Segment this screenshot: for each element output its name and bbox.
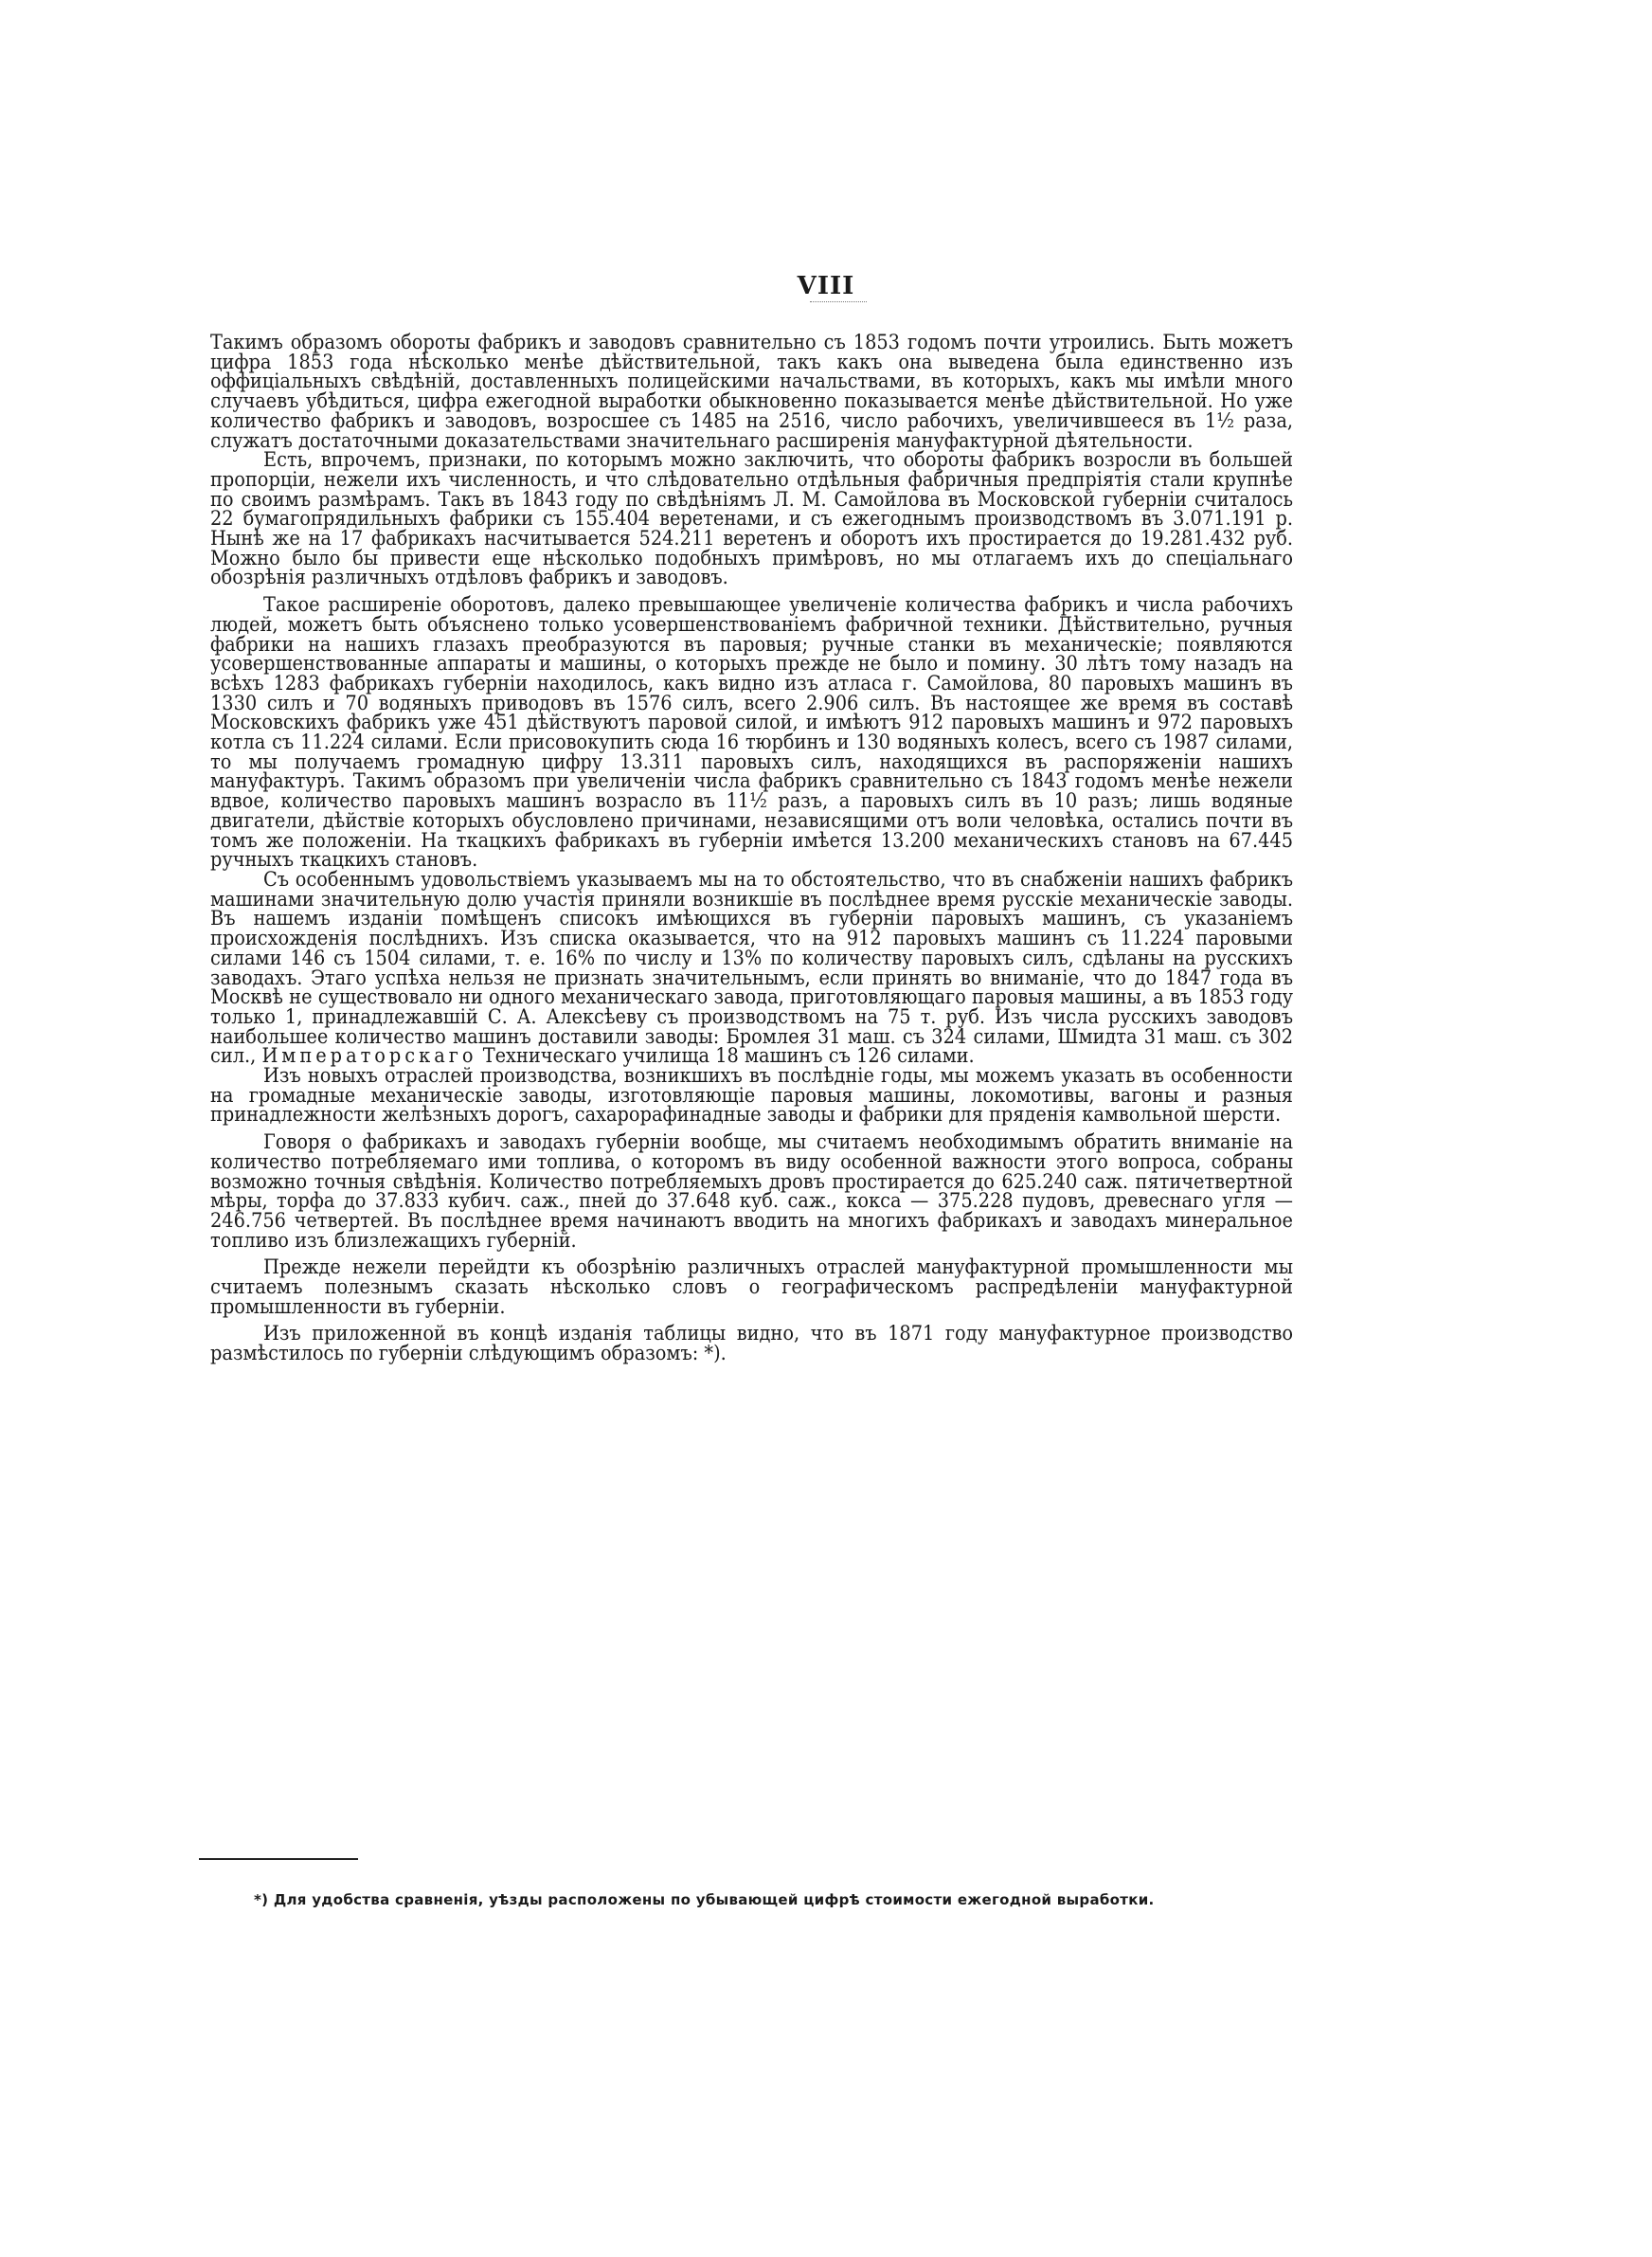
paragraph-8: Изъ приложенной въ концѣ изданія таблицы видно, что въ 1871 году мануфактурное производство размѣстилось по губерніи слѣдующимъ образомъ: *). <box>210 1322 1293 1366</box>
paragraph-4 <box>210 867 1293 1069</box>
paragraph-5: Изъ новыхъ отраслей производства, возникшихъ въ послѣдніе годы, мы можемъ указать въ особенности на громадные механическіе заводы, изготовляющіе паровыя машины, локомотивы, вагоны и разныя принадлежности желѣзныхъ дорогъ, сахарорафинадные заводы и фабрики для пряденія камвольной шерсти. <box>210 1064 1293 1128</box>
paragraph-4-tail: Техническаго училища 18 машинъ съ 126 силами. <box>476 1044 975 1069</box>
footnote-divider <box>199 1858 358 1860</box>
body-text <box>210 331 1293 1366</box>
paragraph-2: Есть, впрочемъ, признаки, по которымъ можно заключить, что обороты фабрикъ возросли въ большей пропорціи, нежели ихъ численность, и что слѣдовательно отдѣльныя фабричныя предпріятія стали крупнѣе по своимъ размѣрамъ. Такъ въ 1843 году по свѣдѣніямъ Л. М. Самойлова въ Московской губерніи считалось 22 бумагопрядильныхъ фабрики съ 155.404 веретенами, и съ ежегоднымъ производствомъ въ 3.071.191 р. Нынѣ же на 17 фабрикахъ насчитывается 524.211 веретенъ и оборотъ ихъ простирается до 19.281.432 руб. Можно было бы привести еще нѣсколько подобныхъ примѣровъ, но мы отлагаемъ ихъ до спеціальнаго обозрѣнія различныхъ отдѣловъ фабрикъ и заводовъ. <box>210 448 1293 590</box>
page-number-underline <box>810 301 867 302</box>
paragraph-1: Такимъ образомъ обороты фабрикъ и заводовъ сравнительно съ 1853 годомъ почти утроились. Быть можетъ цифра 1853 года нѣсколько менѣе дѣйствительной, такъ какъ она выведена была единственно изъ оффиціальныхъ свѣдѣній, доставленныхъ полицейскими начальствами, въ которыхъ, какъ мы имѣли много случаевъ убѣдиться, цифра ежегодной выработки обыкновенно показывается менѣе дѣйствительной. Но уже количество фабрикъ и заводовъ, возросшее съ 1485 на 2516, число рабочихъ, увеличившееся въ 1½ раза, служатъ достаточными доказательствами значительнаго расширенія мануфактурной дѣятельности. <box>210 331 1293 453</box>
page-number: VIII <box>797 272 855 300</box>
paragraph-4-spaced-word: Императорскаго <box>261 1044 477 1069</box>
footnote: *) Для удобства сравненія, уѣзды расположены по убывающей цифрѣ стоимости ежегодной выработки. <box>254 1891 1155 1908</box>
paragraph-7: Прежде нежели перейдти къ обозрѣнію различныхъ отраслей мануфактурной промышленности мы считаемъ полезнымъ сказать нѣсколько словъ о географическомъ распредѣленіи мануфактурной промышленности въ губерніи. <box>210 1255 1293 1319</box>
paragraph-4-main: Съ особеннымъ удовольствіемъ указываемъ мы на то обстоятельство, что въ снабженіи нашихъ фабрикъ машинами значительную долю участія приняли возникшіе въ послѣднее время русскіе механическіе заводы. Въ нашемъ изданіи помѣщенъ списокъ имѣющихся въ губерніи паровыхъ машинъ, съ указаніемъ происхожденія послѣднихъ. Изъ списка оказывается, что на 912 паровыхъ машинъ съ 11.224 паровыми силами 146 съ 1504 силами, т. е. 16% по числу и 13% по количеству паровыхъ силъ, сдѣланы на русскихъ заводахъ. Этаго успѣха нельзя не признать значительнымъ, если принять во вниманіе, что до 1847 года въ Москвѣ не существовало ни одного механическаго завода, приготовляющаго паровыя машины, а въ 1853 году только 1, принадлежавшій С. А. Алексѣеву съ производствомъ на 75 т. руб. Изъ числа русскихъ заводовъ наибольшее количество машинъ доставили заводы: Бромлея 31 маш. съ 324 силами, Шмидта 31 маш. съ 302 сил., <box>210 867 1293 1069</box>
paragraph-6: Говоря о фабрикахъ и заводахъ губерніи вообще, мы считаемъ необходимымъ обратить вниманіе на количество потребляемаго ими топлива, о которомъ въ виду особенной важности этого вопроса, собраны возможно точныя свѣдѣнія. Количество потребляемыхъ дровъ простирается до 625.240 саж. пятичетвертной мѣры, торфа до 37.833 кубич. саж., пней до 37.648 куб. саж., кокса — 375.228 пудовъ, древеснаго угля — 246.756 четвертей. Въ послѣднее время начинаютъ вводить на многихъ фабрикахъ и заводахъ минеральное топливо изъ близлежащихъ губерній. <box>210 1130 1293 1253</box>
paragraph-3: Такое расширеніе оборотовъ, далеко превышающее увеличеніе количества фабрикъ и числа рабочихъ людей, можетъ быть объяснено только усовершенствованіемъ фабричной техники. Дѣйствительно, ручныя фабрики на нашихъ глазахъ преобразуются въ паровыя; ручные станки въ механическіе; появляются усовершенствованные аппараты и машины, о которыхъ прежде не было и помину. 30 лѣтъ тому назадъ на всѣхъ 1283 фабрикахъ губерніи находилось, какъ видно изъ атласа г. Самойлова, 80 паровыхъ машинъ въ 1330 силъ и 70 водяныхъ приводовъ въ 1576 силъ, всего 2.906 силъ. Въ настоящее же время въ составѣ Московскихъ фабрикъ уже 451 дѣйствуютъ паровой силой, и имѣютъ 912 паровыхъ машинъ и 972 паровыхъ котла съ 11.224 силами. Если присовокупить сюда 16 тюрбинъ и 130 водяныхъ колесъ, всего съ 1987 силами, то мы получаемъ громадную цифру 13.311 паровыхъ силъ, находящихся въ распоряженіи нашихъ мануфактуръ. Такимъ образомъ при увеличеніи числа фабрикъ сравнительно съ 1843 годомъ менѣе нежели вдвое, количество паровыхъ машинъ возрасло въ 11½ разъ, а паровыхъ силъ въ 10 разъ; лишь водяные двигатели, дѣйствіе которыхъ обусловлено причинами, независящими отъ воли человѣка, остались почти въ томъ же положеніи. На ткацкихъ фабрикахъ въ губерніи имѣется 13.200 механическихъ становъ на 67.445 ручныхъ ткацкихъ становъ. <box>210 593 1293 873</box>
